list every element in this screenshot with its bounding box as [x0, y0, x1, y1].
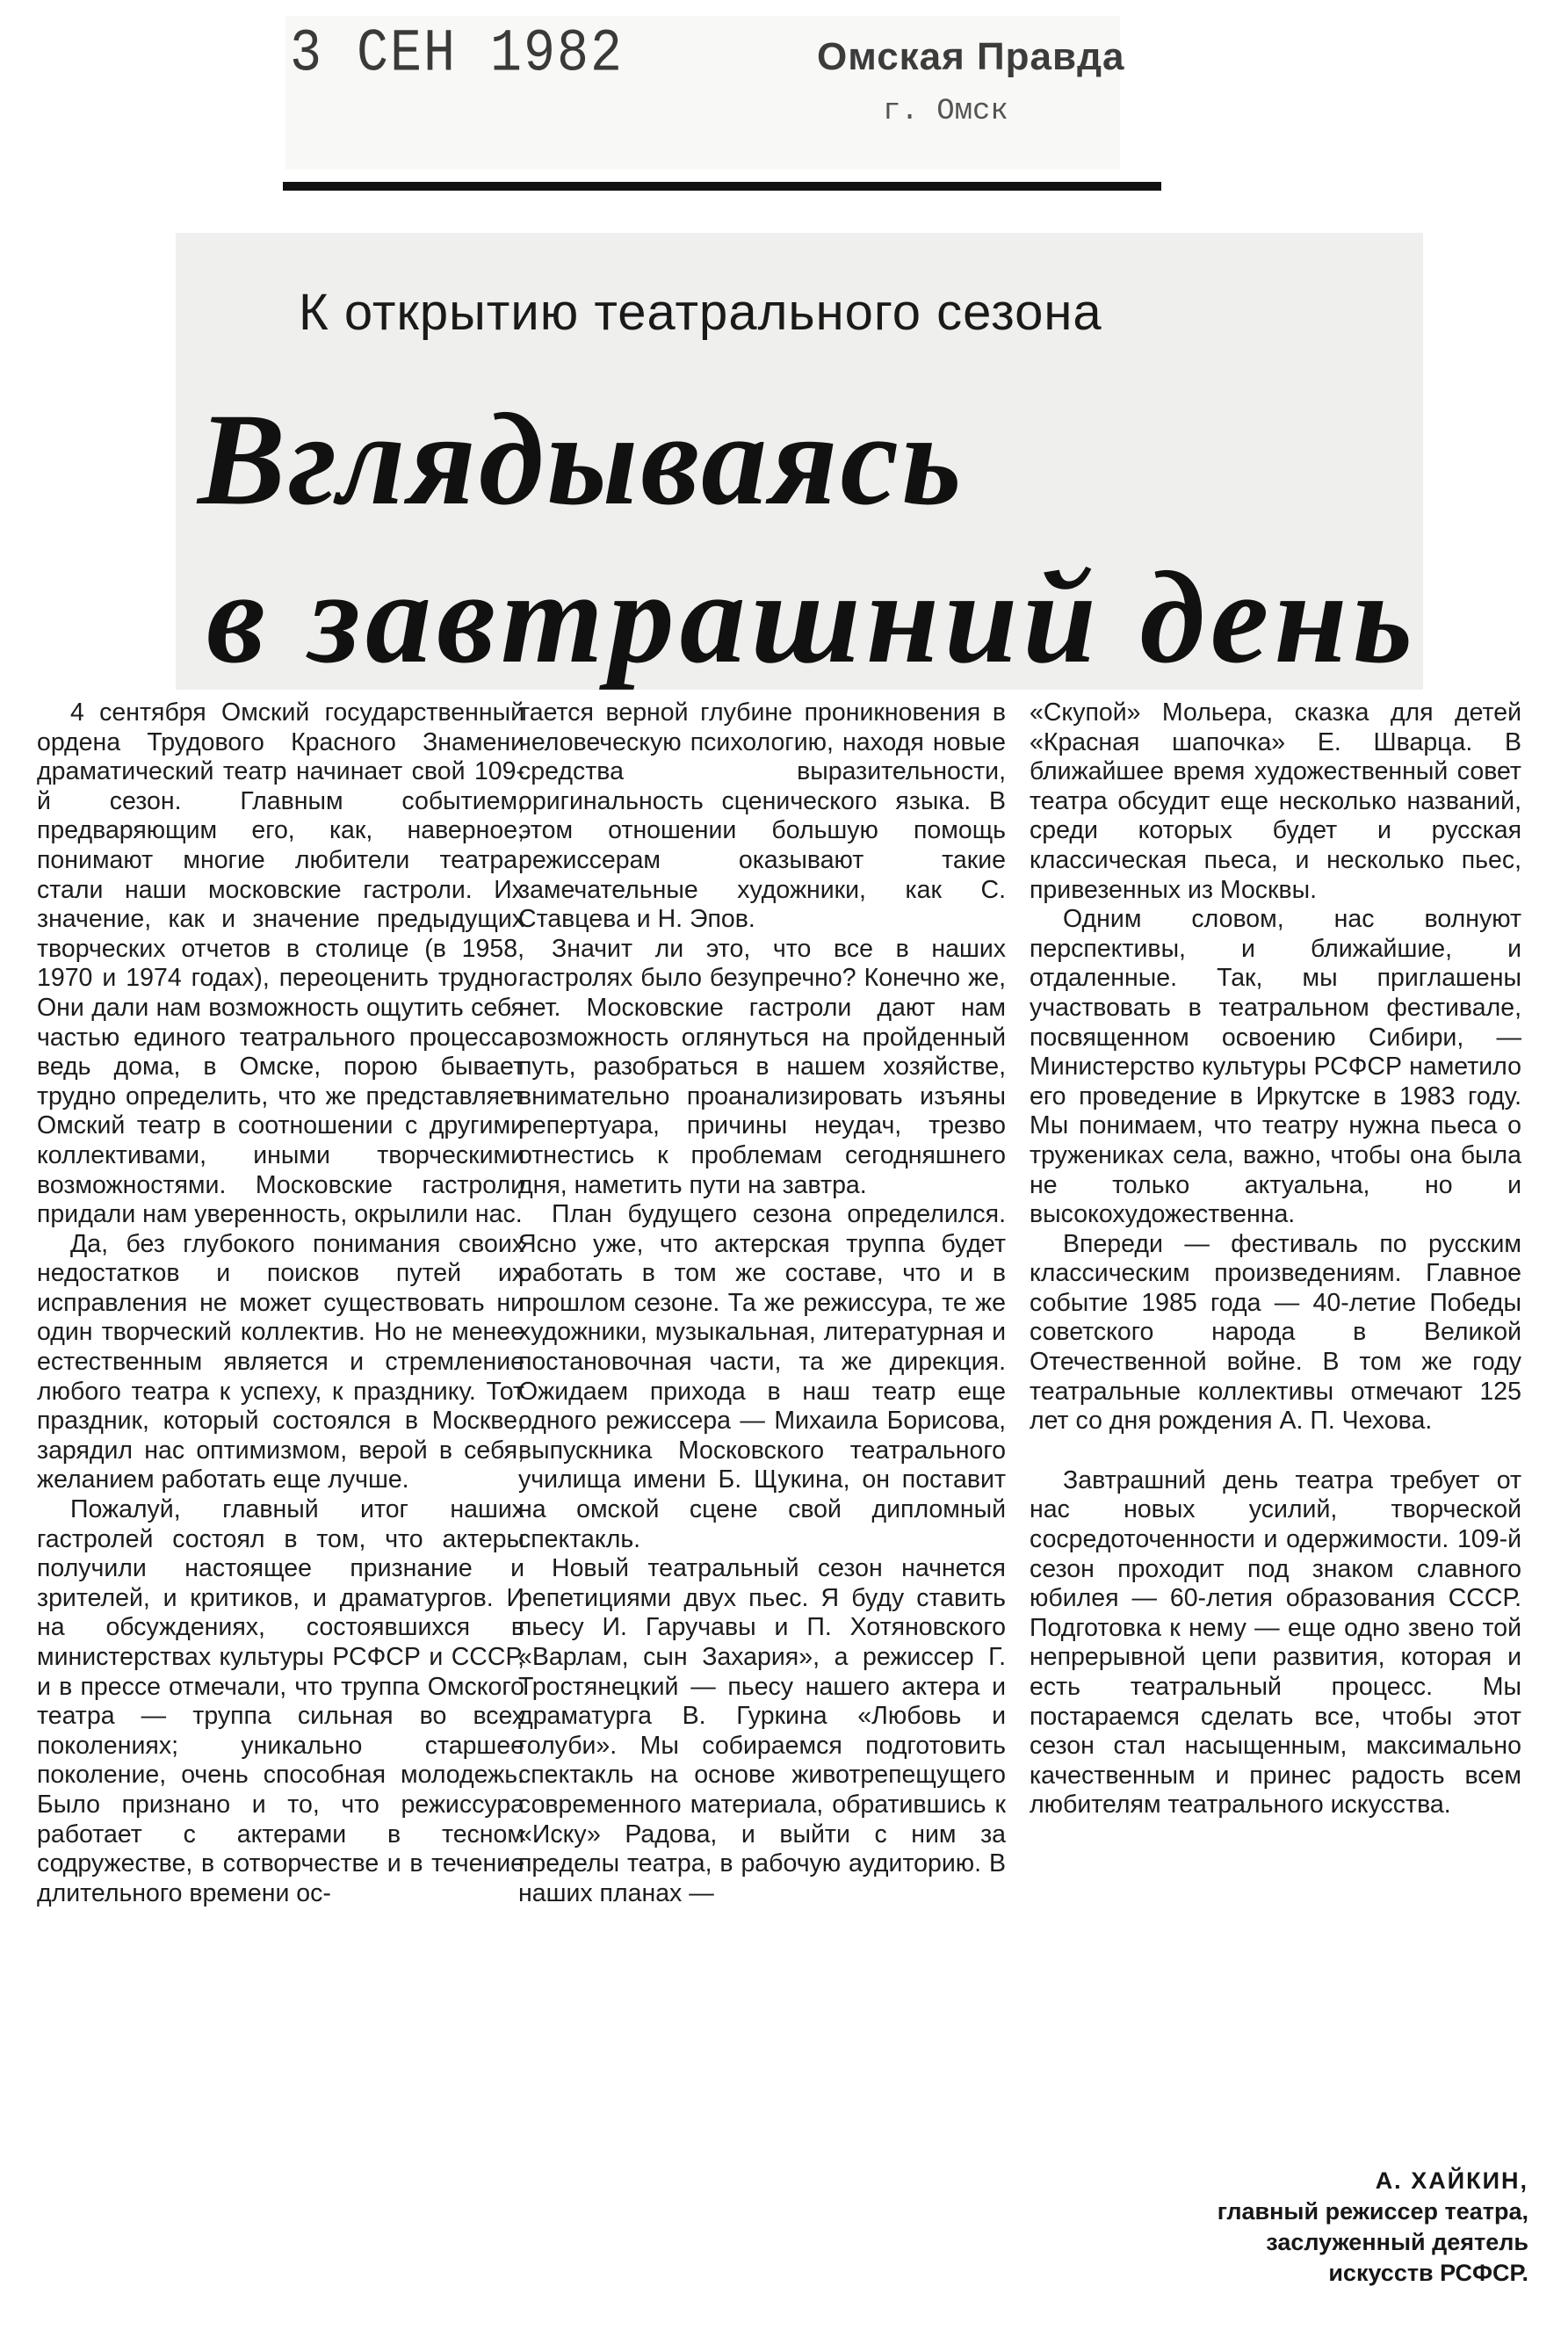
- paragraph: Одним словом, нас волнуют перспективы, и ближайшие, и отдаленные. Так, мы приглашены участвовать в театральном фестивале, посвященном освоению Сибири, — Министерство культуры РСФСР наметило его проведение в Иркутске в 1983 году. Мы понимаем, что театру нужна пьеса о тружениках села, важно, чтобы она была не только актуальна, но и высокохудожественна.: [1030, 905, 1521, 1229]
- author-title-line-2: искусств РСФСР.: [1328, 2260, 1528, 2286]
- paragraph: 4 сентября Омский государственный ордена Трудового Красного Знамени драматический театр начинает свой 109-й сезон. Главным событием, предваряющим его, как, наверное, понимают многие любители театра, стали наши московские гастроли. Их значение, как и значение предыдущих творческих отчетов в столице (в 1958, 1970 и 1974 годах), переоценить трудно. Они дали нам возможность ощутить себя частью единого театрального процесса, ведь дома, в Омске, порою бывает трудно определить, что же представляет Омский театр в соотношении с другими коллективами, иными творческими возможностями. Московские гастроли придали нам уверенность, окрылили нас.: [37, 698, 524, 1229]
- paragraph: Завтрашний день театра требует от нас новых усилий, творческой сосредоточенности и одержимости. 109-й сезон проходит под знаком славного юбилея — 60-летия образования СССР. Подготовка к нему — еще одно звено той непрерывной цепи развития, которая и есть театральный процесс. Мы постараемся сделать все, чтобы этот сезон стал насыщенным, максимально качественным и принес радость всем любителям театрального искусства.: [1030, 1465, 1521, 1820]
- author-signature: [1050, 2166, 1528, 2289]
- article-column-3: [1030, 698, 1521, 2271]
- paragraph: Пожалуй, главный итог наших гастролей состоял в том, что актеры получили настоящее признание и зрителей, и критиков, и драматургов. И на обсуждениях, состоявшихся в министерствах культуры РСФСР и СССР, и в прессе отмечали, что труппа Омского театра — труппа сильная во всех поколениях; уникально старшее поколение, очень способная молодежь. Было признано и то, что режиссура работает с актерами в тесном содружестве, в сотворчестве и в течение длительного времени ос-: [37, 1495, 524, 1907]
- header-divider: [283, 182, 1161, 191]
- paragraph: Да, без глубокого понимания своих недостатков и поисков путей их исправления не может существовать ни один творческий коллектив. Но не менее естественным является и стремление любого театра к успеху, к празднику. Тот праздник, который состоялся в Москве, зарядил нас оптимизмом, верой в себя, желанием работать еще лучше.: [37, 1229, 524, 1494]
- paragraph: «Скупой» Мольера, сказка для детей «Красная шапочка» Е. Шварца. В ближайшее время художественный совет театра обсудит еще несколько названий, среди которых будет и русская классическая пьеса, и несколько пьес, привезенных из Москвы.: [1030, 698, 1521, 904]
- article-column-1: [37, 698, 524, 2271]
- headline-line-1: Вглядываясь: [198, 387, 965, 532]
- paragraph: Новый театральный сезон начнется репетициями двух пьес. Я буду ставить пьесу И. Гаручавы и П. Хотяновского «Варлам, сын Захария», а режиссер Г. Тростянецкий — пьесу нашего актера и драматурга В. Гуркина «Любовь и голуби». Мы собираемся подготовить спектакль на основе животрепещущего современного материала, обратившись к «Иску» Радова, и выйти с ним за пределы театра, в рабочую аудиторию. В наших планах —: [518, 1554, 1006, 1907]
- city-stamp: г. Омск: [883, 95, 1008, 128]
- paragraph: Значит ли это, что все в наших гастролях было безупречно? Конечно же, нет. Московские гастроли дают нам возможность оглянуться на пройденный путь, разобраться в нашем хозяйстве, внимательно проанализировать изъяны репертуара, причины неудач, трезво отнестись к проблемам сегодняшнего дня, наметить пути на завтра.: [518, 934, 1006, 1199]
- paragraph: тается верной глубине проникновения в человеческую психологию, находя новые средства выразительности, оригинальность сценического языка. В этом отношении большую помощь режиссерам оказывают такие замечательные художники, как С. Ставцева и Н. Эпов.: [518, 698, 1006, 934]
- author-name: А. ХАЙКИН,: [1375, 2167, 1528, 2194]
- headline-line-2: в завтрашний день: [206, 545, 1419, 691]
- article-column-2: [518, 698, 1006, 2271]
- rubric: К открытию театрального сезона: [299, 284, 1102, 341]
- paragraph: Впереди — фестиваль по русским классическим произведениям. Главное событие 1985 года — 40-летие Победы советского народа в Великой Отечественной войне. В том же году театральные коллективы отмечают 125 лет со дня рождения А. П. Чехова.: [1030, 1229, 1521, 1436]
- date-stamp: 3 СЕН 1982: [290, 19, 625, 90]
- author-position: главный режиссер театра,: [1217, 2198, 1528, 2225]
- newspaper-name-stamp: Омская Правда: [817, 35, 1125, 78]
- author-title-line-1: заслуженный деятель: [1266, 2229, 1528, 2255]
- paragraph: План будущего сезона определился. Ясно уже, что актерская труппа будет работать в том же составе, что и в прошлом сезоне. Та же режиссура, те же художники, музыкальная, литературная и постановочная части, та же дирекция. Ожидаем прихода в наш театр еще одного режиссера — Михаила Борисова, выпускника Московского театрального училища имени Б. Щукина, он поставит на омской сцене свой дипломный спектакль.: [518, 1200, 1006, 1553]
